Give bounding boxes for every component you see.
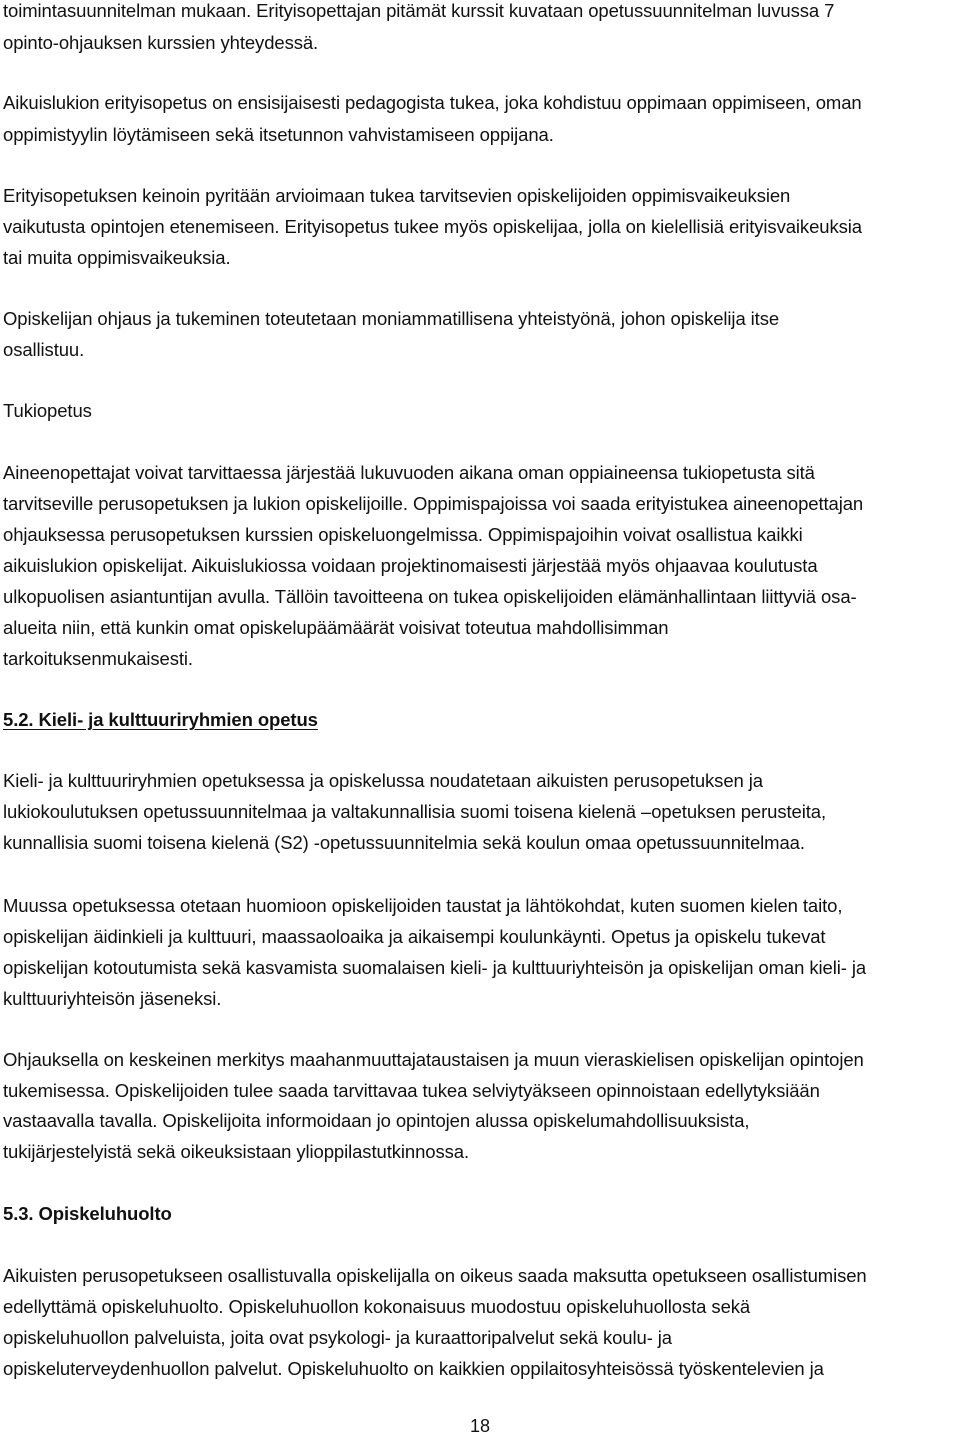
text-line: Erityisopetuksen keinoin pyritään arvioimaan tukea tarvitsevien opiskelijoiden oppimisvaikeuksien (3, 185, 791, 206)
text-line: vastaavalla tavalla. Opiskelijoita informoidaan jo opintojen alussa opiskelumahdollisuuksista, (3, 1110, 750, 1131)
text-line: kunnallisia suomi toisena kielenä (S2) -opetussuunnitelmia sekä koulun omaa opetussuunnitelmaa. (3, 832, 805, 853)
page-number: 18 (469, 1416, 491, 1436)
text-line: aikuislukion opiskelijat. Aikuislukiossa voidaan projektinomaisesti järjestää myös ohjaavaa koulutusta (3, 555, 818, 576)
text-line: tukijärjestelyistä sekä oikeuksistaan ylioppilastutkinnossa. (3, 1141, 469, 1162)
text-line: osallistuu. (3, 339, 85, 360)
text-line: opiskeluterveydenhuollon palvelut. Opiskeluhuolto on kaikkien oppilaitosyhteisössä työskentelevien ja (3, 1358, 824, 1379)
text-line: tukemisessa. Opiskelijoiden tulee saada tarvittavaa tukea selviytyäkseen opinnoistaan edellytyksiään (3, 1080, 820, 1101)
text-line: kulttuuriyhteisön jäseneksi. (3, 988, 222, 1009)
section-heading: 5.3. Opiskeluhuolto (3, 1203, 172, 1224)
text-line: tarvitseville perusopetuksen ja lukion opiskelijoille. Oppimispajoissa voi saada erityistukea aineenopettajan (3, 493, 864, 514)
text-line: Ohjauksella on keskeinen merkitys maahanmuuttajataustaisen ja muun vieraskielisen opiskelijan opintojen (3, 1049, 864, 1070)
section-heading: 5.2. Kieli- ja kulttuuriryhmien opetus (3, 709, 318, 730)
text-line: Aikuislukion erityisopetus on ensisijaisesti pedagogista tukea, joka kohdistuu oppimaan oppimiseen, oman (3, 92, 862, 113)
text-line: vaikutusta opintojen etenemiseen. Erityisopetus tukee myös opiskelijaa, jolla on kielellisiä erityisvaikeuksia (3, 216, 862, 237)
text-line: toimintasuunnitelman mukaan. Erityisopettajan pitämät kurssit kuvataan opetussuunnitelman luvussa 7 (3, 0, 835, 21)
text-line: Kieli- ja kulttuuriryhmien opetuksessa ja opiskelussa noudatetaan aikuisten perusopetuksen ja (3, 770, 763, 791)
text-line: alueita niin, että kunkin omat opiskelupäämäärät voisivat toteutua mahdollisimman (3, 617, 669, 638)
text-line: Opiskelijan ohjaus ja tukeminen toteutetaan moniammatillisena yhteistyönä, johon opiskelija itse (3, 308, 780, 329)
text-line: ohjauksessa perusopetuksen kurssien opiskeluongelmissa. Oppimispajoihin voivat osallistua kaikki (3, 524, 803, 545)
text-line: edellyttämä opiskeluhuolto. Opiskeluhuollon kokonaisuus muodostuu opiskeluhuollosta sekä (3, 1296, 751, 1317)
text-line: tarkoituksenmukaisesti. (3, 648, 193, 669)
text-line: lukiokoulutuksen opetussuunnitelmaa ja valtakunnallisia suomi toisena kielenä –opetuksen perusteita, (3, 801, 827, 822)
text-line: opiskelijan kotoutumista sekä kasvamista suomalaisen kieli- ja kulttuuriyhteisön ja opiskelijan oman kieli- ja (3, 957, 867, 978)
text-line: tai muita oppimisvaikeuksia. (3, 247, 231, 268)
text-line: oppimistyylin löytämiseen sekä itsetunnon vahvistamiseen oppijana. (3, 124, 554, 145)
text-line: opiskeluhuollon palveluista, joita ovat psykologi- ja kuraattoripalvelut sekä koulu- ja (3, 1327, 672, 1348)
subheading-tukiopetus: Tukiopetus (3, 400, 92, 421)
text-line: Aineenopettajat voivat tarvittaessa järjestää lukuvuoden aikana oman oppiaineensa tukiopetusta sitä (3, 462, 815, 483)
text-line: Muussa opetuksessa otetaan huomioon opiskelijoiden taustat ja lähtökohdat, kuten suomen kielen taito, (3, 895, 843, 916)
text-line: opiskelijan äidinkieli ja kulttuuri, maassaoloaika ja aikaisempi koulunkäynti. Opetus ja opiskelu tukevat (3, 926, 826, 947)
text-line: opinto-ohjauksen kurssien yhteydessä. (3, 32, 319, 53)
text-line: ulkopuolisen asiantuntijan avulla. Tällöin tavoitteena on tukea opiskelijoiden elämänhallintaan liittyviä osa- (3, 586, 857, 607)
text-line: Aikuisten perusopetukseen osallistuvalla opiskelijalla on oikeus saada maksutta opetukseen osallistumisen (3, 1265, 867, 1286)
